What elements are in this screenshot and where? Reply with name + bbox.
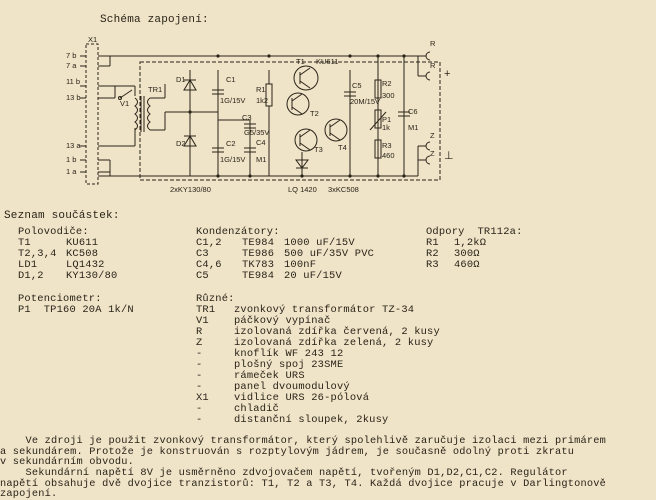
label-r2-value: 300	[382, 91, 395, 100]
caption-diodes: 2xKY130/80	[170, 185, 211, 194]
label-tr1: TR1	[148, 85, 163, 94]
paragraph-line: Ve zdroji je použit zvonkový transformátor, který spolehlivě zaručuje izolaci mezi primárem	[0, 435, 607, 447]
label-t1: T1	[296, 57, 305, 66]
part-row: P1 TP160 20A 1k/N	[18, 304, 134, 316]
part-ref: C3	[196, 248, 209, 260]
part-ref: C1,2	[196, 237, 222, 249]
label-p1-value: 1k	[382, 123, 390, 132]
part-value: plošný spoj 23SME	[234, 359, 344, 371]
ground-symbol: ⊥	[444, 150, 454, 162]
part-ref: T2,3,4	[18, 248, 57, 260]
label-c2: C2	[226, 139, 236, 148]
paragraph-regulator	[0, 468, 656, 500]
part-type: TE986	[242, 248, 275, 260]
label-c2-value: 1G/15V	[220, 155, 246, 164]
caption-led: LQ 1420	[288, 185, 317, 194]
part-value: 300Ω	[454, 248, 480, 260]
label-p1: P1	[382, 115, 392, 124]
label-d2: D2	[176, 139, 186, 148]
part-value: izolovaná zdířka červená, 2 kusy	[234, 326, 440, 338]
part-value: izolovaná zdířka zelená, 2 kusy	[234, 337, 434, 349]
schema-title: Schéma zapojení:	[100, 14, 209, 26]
paragraph-transformer	[0, 436, 656, 468]
part-type: TE984	[242, 270, 275, 282]
socket-r-bottom	[426, 72, 430, 80]
part-ref: -	[196, 359, 203, 371]
transformer-secondary	[148, 98, 151, 130]
part-value: zvonkový transformátor TZ-34	[234, 304, 415, 316]
output-label-z: Z	[430, 149, 435, 158]
part-value: KU611	[66, 237, 99, 249]
label-r1: R1	[256, 85, 266, 94]
part-ref: R1	[426, 237, 439, 249]
part-ref: -	[196, 403, 203, 415]
parts-heading: Seznam součástek:	[4, 210, 120, 222]
pin-label: 7 b	[66, 51, 77, 60]
part-value: KY130/80	[66, 270, 118, 282]
part-value: 20 uF/15V	[284, 270, 342, 282]
caption-transistors: 3xKC508	[328, 185, 359, 194]
label-t1-type: KU611	[316, 57, 339, 66]
label-c1-value: 1G/15V	[220, 96, 246, 105]
part-value: KC508	[66, 248, 99, 260]
connector-x1-outline	[86, 44, 98, 184]
part-ref: Z	[196, 337, 203, 349]
label-r1-value: 1k2	[256, 96, 269, 105]
section-title: Různé:	[196, 293, 235, 305]
part-value: 100nF	[284, 259, 317, 271]
paragraph-line: a sekundárem. Protože je konstruován s rozptylovým jádrem, je současně odolný proti zkratu	[0, 445, 575, 458]
label-r3-value: 460	[382, 151, 395, 160]
pin-label: 7 a	[66, 61, 77, 70]
part-value: rámeček URS	[234, 370, 305, 382]
label-c3-value: G5/35V	[244, 128, 270, 137]
section-title: Potenciometr:	[18, 293, 102, 305]
label-c5: C5	[352, 81, 362, 90]
transistor-t1	[294, 66, 318, 90]
part-ref: D1,2	[18, 270, 44, 282]
part-type: TE984	[242, 237, 275, 249]
schematic-svg	[0, 0, 656, 210]
label-r3: R3	[382, 141, 392, 150]
part-value: 1,2kΩ	[454, 237, 487, 249]
part-value: 460Ω	[454, 259, 480, 271]
part-ref: T1	[18, 237, 31, 249]
label-c4-value: M1	[256, 155, 267, 164]
output-label-r: R	[430, 39, 436, 48]
output-label-plus: +	[444, 68, 451, 80]
part-value: 500 uF/35V PVC	[284, 248, 375, 260]
part-ref: R3	[426, 259, 439, 271]
part-ref: -	[196, 370, 203, 382]
label-t2: T2	[310, 109, 319, 118]
connector-label: X1	[88, 35, 98, 44]
part-ref: -	[196, 381, 203, 393]
part-value: distanční sloupek, 2kusy	[234, 414, 389, 426]
pin-label: 1 a	[66, 167, 77, 176]
paragraph-line: Sekundární napětí 8V je usměrněno zdvojovačem napětí, tvořeným D1,D2,C1,C2. Regulátor	[0, 467, 568, 479]
part-value: chladič	[234, 403, 280, 415]
label-t4: T4	[338, 143, 347, 152]
paragraph-line: zapojení.	[0, 488, 58, 500]
pin-label: 1 b	[66, 155, 77, 164]
pin-label: 13 b	[66, 93, 81, 102]
label-c3: C3	[242, 113, 252, 122]
pin-label: 13 a	[66, 141, 81, 150]
part-ref: X1	[196, 392, 209, 404]
part-ref: -	[196, 348, 203, 360]
part-type: TK783	[242, 259, 275, 271]
part-value: vidlice URS 26-pólová	[234, 392, 370, 404]
socket-r-top	[426, 52, 430, 60]
label-c6: C6	[408, 107, 418, 116]
part-ref: LD1	[18, 259, 38, 271]
label-c4: C4	[256, 138, 266, 147]
part-value: páčkový vypínač	[234, 315, 331, 327]
label-r2: R2	[382, 79, 392, 88]
switch-v1-blade	[120, 90, 132, 98]
part-ref: TR1	[196, 304, 216, 316]
pin-label: 11 b	[66, 77, 81, 86]
part-ref: C5	[196, 270, 209, 282]
label-t3: T3	[314, 145, 323, 154]
label-c1: C1	[226, 75, 236, 84]
section-title: Kondenzátory:	[196, 226, 280, 238]
label-v1: V1	[120, 99, 130, 108]
paragraph-line: v sekundárním obvodu.	[0, 456, 134, 468]
part-value: knoflík WF 243 12	[234, 348, 344, 360]
part-value: panel dvoumodulový	[234, 381, 350, 393]
label-c6-value: M1	[408, 123, 419, 132]
output-label-z: Z	[430, 131, 435, 140]
part-ref: R2	[426, 248, 439, 260]
part-ref: R	[196, 326, 203, 338]
section-title: Polovodiče:	[18, 226, 89, 238]
transformer-primary	[135, 98, 138, 130]
part-ref: -	[196, 414, 203, 426]
part-ref: V1	[196, 315, 209, 327]
output-label-r: R	[430, 61, 436, 70]
section-title: Odpory TR112a:	[426, 226, 523, 238]
part-ref: C4,6	[196, 259, 222, 271]
label-c5-value: 20M/15V	[350, 97, 381, 106]
part-value: LQ1432	[66, 259, 105, 271]
part-value: 1000 uF/15V	[284, 237, 355, 249]
paragraph-line: napětí obsahuje dvě dvojice tranzistorů: T1, T2 a T3, T4. Každá dvojice pracuje v Darlingtonově	[0, 477, 607, 490]
label-d1: D1	[176, 75, 186, 84]
